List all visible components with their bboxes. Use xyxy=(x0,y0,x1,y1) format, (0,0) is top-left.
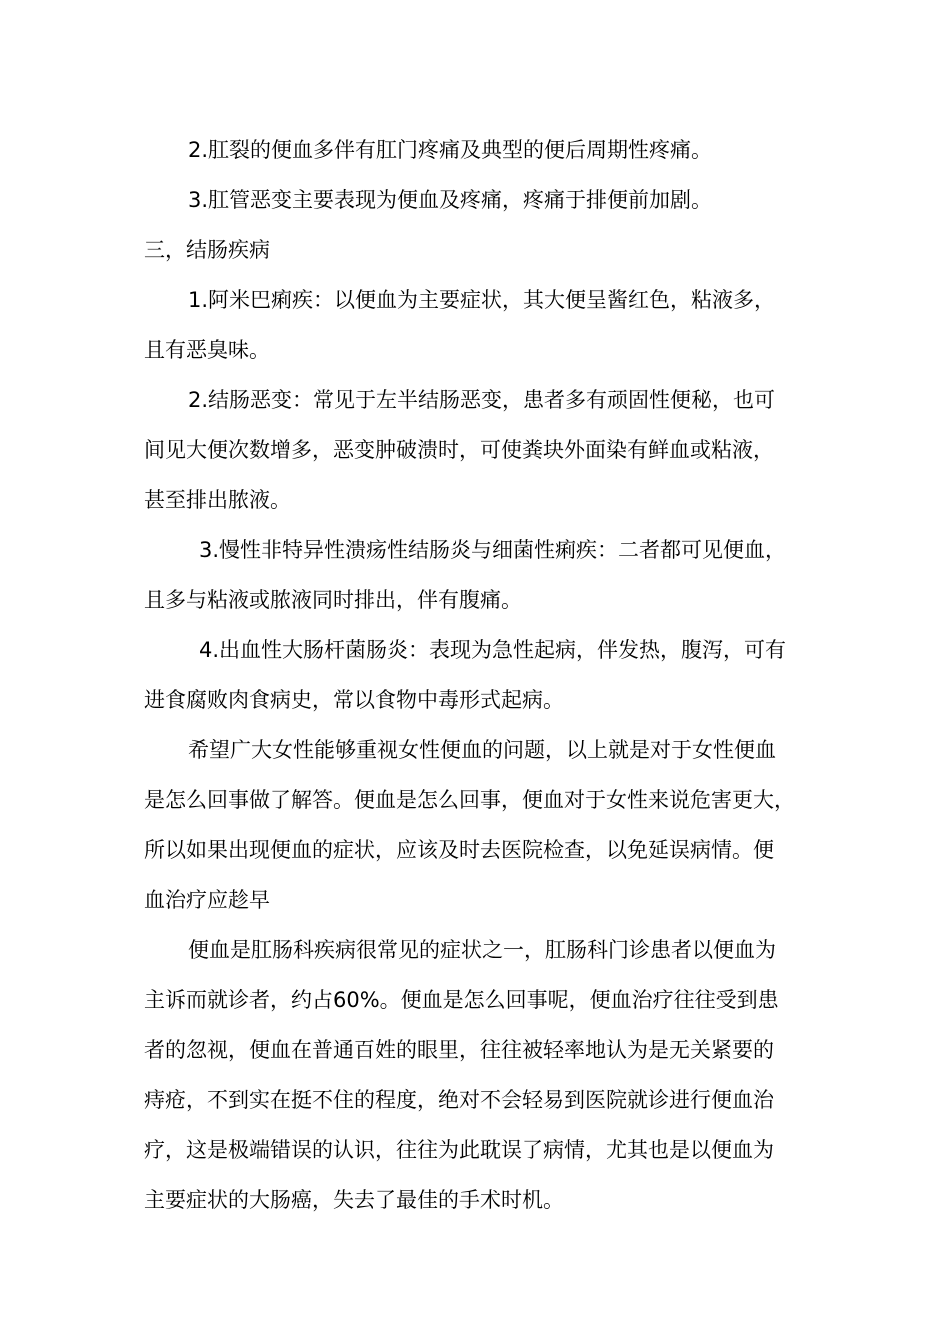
section-heading: 三，结肠疾病 xyxy=(144,238,270,262)
text-line: 甚至排出脓液。 xyxy=(144,488,291,512)
text-line: 血治疗应趁早 xyxy=(144,888,270,912)
text-line: 痔疮，不到实在挺不住的程度，绝对不会轻易到医院就诊进行便血治 xyxy=(144,1088,774,1112)
text-line: 者的忽视，便血在普通百姓的眼里，往往被轻率地认为是无关紧要的 xyxy=(144,1038,774,1062)
text-line: 间见大便次数增多，恶变肿破溃时，可使粪块外面染有鲜血或粘液， xyxy=(144,438,774,462)
text-line: 主诉而就诊者，约占60%。便血是怎么回事呢，便血治疗往往受到患 xyxy=(144,988,779,1012)
text-line: 希望广大女性能够重视女性便血的问题，以上就是对于女性便血 xyxy=(188,738,776,762)
text-line: 1.阿米巴痢疾：以便血为主要症状，其大便呈酱红色，粘液多， xyxy=(188,288,776,312)
text-line: 且多与粘液或脓液同时排出，伴有腹痛。 xyxy=(144,588,522,612)
text-line: 便血是肛肠科疾病很常见的症状之一，肛肠科门诊患者以便血为 xyxy=(188,938,776,962)
text-line: 4.出血性大肠杆菌肠炎：表现为急性起病，伴发热，腹泻，可有 xyxy=(199,638,787,662)
text-line: 2.肛裂的便血多伴有肛门疼痛及典型的便后周期性疼痛。 xyxy=(188,138,713,162)
text-line: 且有恶臭味。 xyxy=(144,338,270,362)
text-line: 进食腐败肉食病史，常以食物中毒形式起病。 xyxy=(144,688,564,712)
text-line: 所以如果出现便血的症状，应该及时去医院检查，以免延误病情。便 xyxy=(144,838,774,862)
text-line: 疗，这是极端错误的认识，往往为此耽误了病情，尤其也是以便血为 xyxy=(144,1138,774,1162)
text-line: 3.慢性非特异性溃疡性结肠炎与细菌性痢疾：二者都可见便血， xyxy=(199,538,787,562)
text-line: 主要症状的大肠癌，失去了最佳的手术时机。 xyxy=(144,1188,564,1212)
text-line: 3.肛管恶变主要表现为便血及疼痛，疼痛于排便前加剧。 xyxy=(188,188,713,212)
text-line: 是怎么回事做了解答。便血是怎么回事，便血对于女性来说危害更大， xyxy=(144,788,795,812)
text-line: 2.结肠恶变：常见于左半结肠恶变，患者多有顽固性便秘，也可 xyxy=(188,388,776,412)
